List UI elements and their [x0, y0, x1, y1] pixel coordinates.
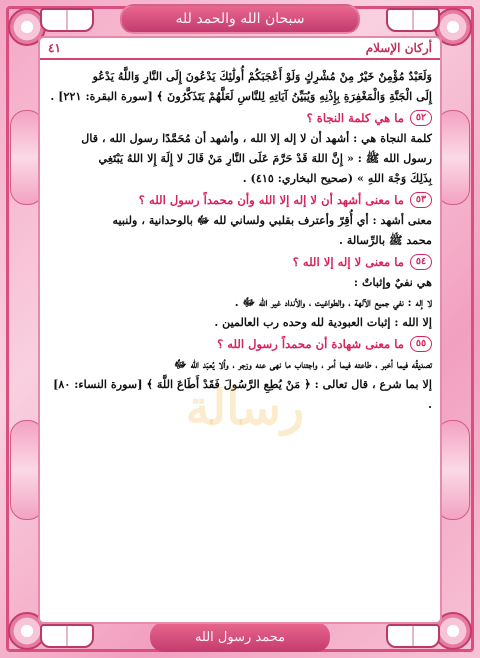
- answer-line: تصديقُه فيما أخبر ، طاعته فيما أمر ، واجتناب ما نهى عنه وزجر ، وألا يُعبَد الله ﷻ: [174, 357, 432, 371]
- page: [38, 36, 442, 624]
- bottom-calligraphy-banner: محمد رسول الله: [150, 622, 330, 652]
- answer-line: رسول الله ﷺ : « إِنَّ اللهَ قَدْ حَرَّمَ عَلَى النَّارِ مَنْ قَالَ لا إِلَهَ إِلا اللهُ يَبْتَغِي: [98, 151, 432, 165]
- question-text: ما معنى أشهد أن لا إله إلا الله وأن محمداً رسول الله ؟: [138, 193, 404, 207]
- question-heading: [48, 190, 432, 210]
- question-number-badge: ٥٤: [410, 254, 432, 270]
- top-calligraphy-banner: سبحان الله والحمد لله: [120, 4, 360, 34]
- question-text: ما معنى شهادة أن محمداً رسول الله ؟: [217, 337, 404, 351]
- answer-line: هي نفيٌ وإثباتٌ :: [353, 275, 432, 289]
- question-number-badge: ٥٣: [410, 192, 432, 208]
- page-header: [40, 38, 440, 60]
- intro-line: إِلَى الْجَنَّةِ وَالْمَغْفِرَةِ بِإِذْنِهِ وَيُبَيِّنُ آيَاتِهِ لِلنَّاسِ لَعَلَّهُمْ يَتَذَكَّرُونَ ﴾ [سورة البقرة: ٢٢١] .: [50, 89, 432, 103]
- open-book-icon: [386, 624, 440, 648]
- watermark-logo: رسالة: [185, 380, 305, 436]
- intro-line: وَلَعَبْدٌ مُؤْمِنٌ خَيْرٌ مِنْ مُشْرِكٍ وَلَوْ أَعْجَبَكُمْ أُولَٰئِكَ يَدْعُونَ إِلَى النَّارِ وَاللَّهُ يَدْعُو: [92, 69, 432, 83]
- answer-line: إلا بما شرع ، قال تعالى : ﴿ مَنْ يُطِعِ الرَّسُولَ فَقَدْ أَطَاعَ اللَّهَ ﴾ [سورة النساء: ٨٠] .: [53, 377, 432, 411]
- open-book-icon: [40, 8, 94, 32]
- question-text: ما معنى لا إله إلا الله ؟: [292, 255, 404, 269]
- answer-line: لا إله : نفي جميع الآلهة ، والطواغيت ، والأنداد غير الله ﷻ .: [234, 295, 432, 309]
- page-body: [40, 60, 440, 414]
- running-title: أركان الإسلام: [365, 41, 432, 55]
- answer-line: إلا الله : إثبات العبودية لله وحده رب العالمين .: [214, 315, 432, 329]
- page-number: ٤١: [48, 41, 61, 55]
- answer-line: معنى أشهد : أي أُقِرّ وأعترف بقلبي ولساني لله ﷻ بالوحدانية ، ولنبيه: [112, 213, 432, 227]
- open-book-icon: [386, 8, 440, 32]
- question-heading: [48, 334, 432, 354]
- answer-line: بِذَلِكَ وَجْهَ اللهِ » (صحيح البخاري: ٤١٥) .: [242, 171, 432, 185]
- question-number-badge: ٥٢: [410, 110, 432, 126]
- answer-line: محمد ﷺ بالرِّسالة .: [339, 233, 432, 247]
- question-text: ما هي كلمة النجاة ؟: [306, 111, 404, 125]
- open-book-icon: [40, 624, 94, 648]
- question-heading: [48, 252, 432, 272]
- question-number-badge: ٥٥: [410, 336, 432, 352]
- question-heading: [48, 108, 432, 128]
- answer-line: كلمة النجاة هي : أشهد أن لا إله إلا الله ، وأشهد أن مُحَمَّدًا رسول الله ، قال: [81, 131, 432, 145]
